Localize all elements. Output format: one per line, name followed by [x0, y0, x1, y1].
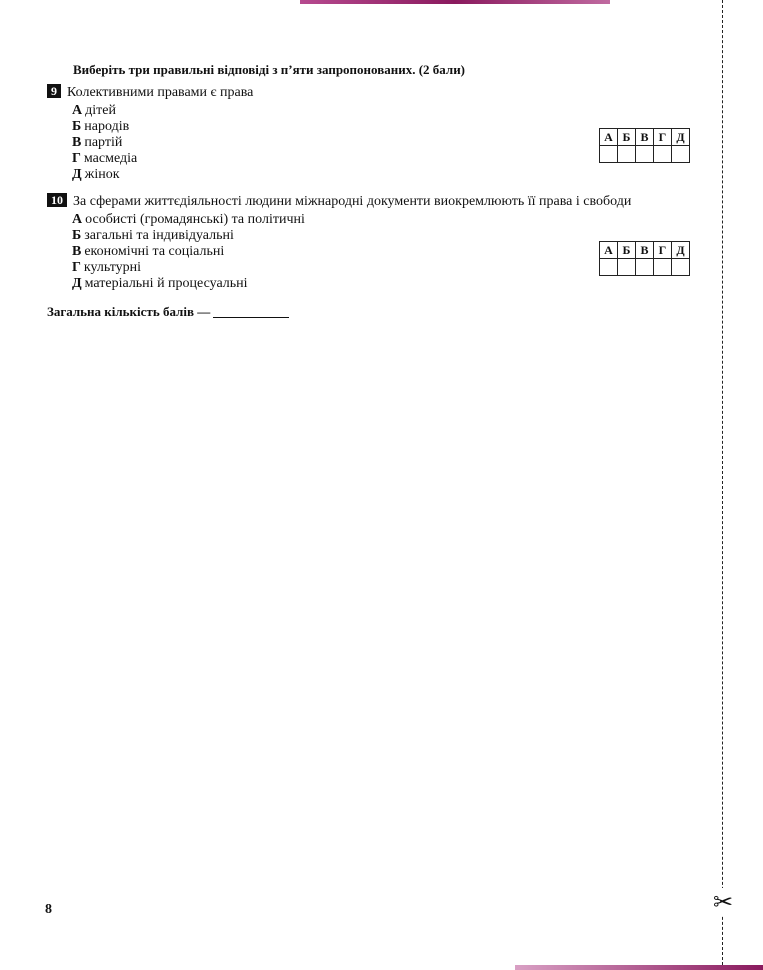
option-letter: Д — [72, 167, 82, 182]
grid-header: А — [600, 129, 618, 146]
scissors-icon: ✂ — [712, 888, 734, 916]
instruction-text: Виберіть три правильні відповіді з п’яти запропонованих. (2 бали) — [73, 62, 466, 77]
option-h — [72, 151, 253, 167]
question-10 — [47, 193, 631, 292]
option-b — [72, 119, 253, 135]
answer-cell[interactable] — [600, 259, 618, 276]
answer-cell[interactable] — [618, 146, 636, 163]
answer-grid-9 — [599, 128, 690, 163]
answer-cell[interactable] — [672, 146, 690, 163]
question-9 — [47, 84, 253, 183]
total-score — [47, 304, 289, 320]
option-a — [72, 212, 631, 228]
option-text: загальні та індивідуальні — [84, 228, 234, 243]
grid-header: Д — [672, 129, 690, 146]
grid-header: Б — [618, 242, 636, 259]
grid-header: Г — [654, 242, 672, 259]
total-label: Загальна кількість балів — — [47, 304, 211, 319]
grid-header: В — [636, 129, 654, 146]
option-text: економічні та соціальні — [84, 244, 225, 259]
answer-cell[interactable] — [654, 259, 672, 276]
top-accent-bar — [300, 0, 610, 4]
option-letter: Г — [72, 151, 81, 166]
option-letter: Д — [72, 276, 82, 291]
option-letter: Г — [72, 260, 81, 275]
answer-grid-10 — [599, 241, 690, 276]
option-letter: Б — [72, 119, 82, 134]
option-text: народів — [84, 119, 130, 134]
option-text: жінок — [84, 167, 120, 182]
grid-header: Д — [672, 242, 690, 259]
option-text: культурні — [83, 260, 142, 275]
option-text: партій — [84, 135, 123, 150]
answer-cell[interactable] — [618, 259, 636, 276]
grid-header: Б — [618, 129, 636, 146]
bottom-accent-bar — [515, 965, 763, 970]
option-letter: А — [72, 212, 83, 227]
option-letter: Б — [72, 228, 82, 243]
page-number: 8 — [45, 902, 52, 917]
option-letter: В — [72, 135, 82, 150]
option-letter: А — [72, 103, 83, 118]
grid-header: А — [600, 242, 618, 259]
question-text: Колективними правами є права — [67, 85, 254, 100]
option-text: особисті (громадянські) та політичні — [85, 212, 305, 227]
options-list — [72, 103, 253, 183]
option-d — [72, 276, 631, 292]
option-d — [72, 167, 253, 183]
grid-header: Г — [654, 129, 672, 146]
option-letter: В — [72, 244, 82, 259]
total-blank-line[interactable] — [213, 317, 289, 318]
cut-line — [722, 0, 723, 970]
option-v — [72, 244, 631, 260]
answer-cell[interactable] — [636, 259, 654, 276]
answer-cell[interactable] — [654, 146, 672, 163]
question-number: 9 — [47, 84, 61, 98]
answer-cell[interactable] — [672, 259, 690, 276]
option-text: масмедіа — [83, 151, 138, 166]
option-h — [72, 260, 631, 276]
option-b — [72, 228, 631, 244]
option-a — [72, 103, 253, 119]
options-list — [72, 212, 631, 292]
question-number: 10 — [47, 193, 67, 207]
answer-cell[interactable] — [600, 146, 618, 163]
answer-cell[interactable] — [636, 146, 654, 163]
option-text: матеріальні й процесуальні — [84, 276, 248, 291]
grid-header: В — [636, 242, 654, 259]
option-text: дітей — [85, 103, 116, 118]
question-text: За сферами життєдіяльності людини міжнародні документи виокремлюють її права і свободи — [73, 194, 632, 209]
option-v — [72, 135, 253, 151]
